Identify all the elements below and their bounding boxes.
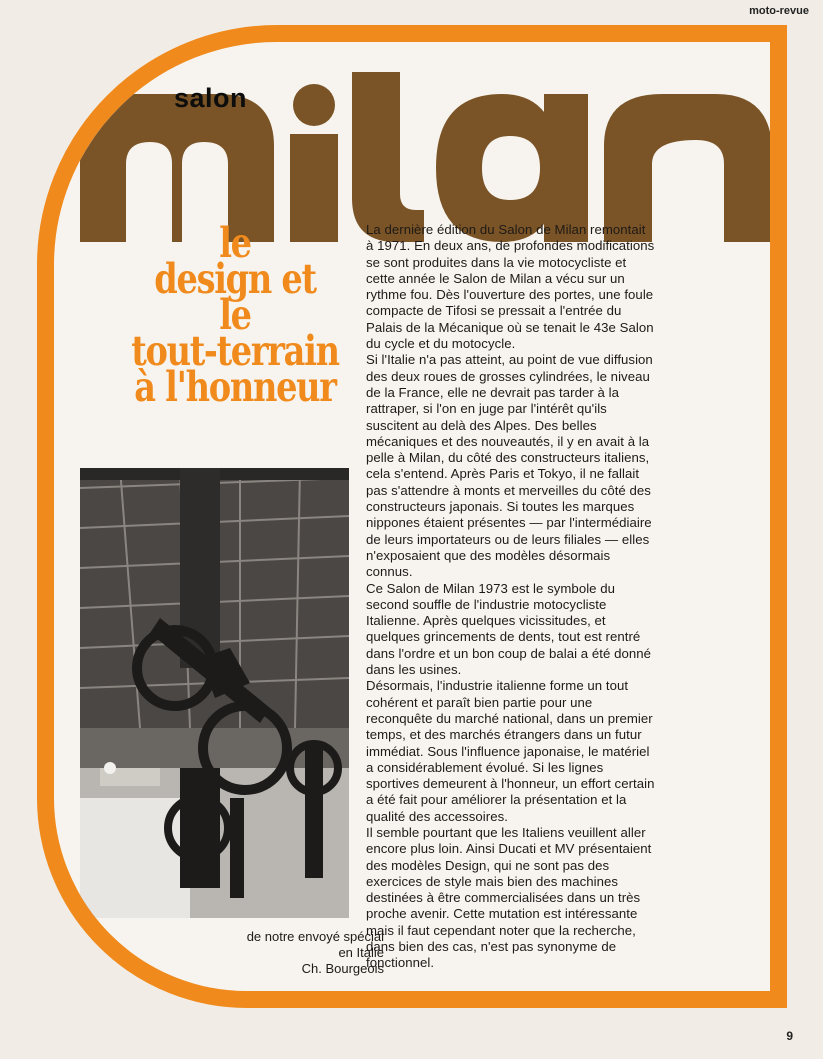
article-paragraph: Il semble pourtant que les Italiens veuillent aller encore plus loin. Ainsi Ducati et MV présentaient des modèles Design, qui ne sont pas des exercices de style mais bien des machines destinées à être commercialisées dans un très proche avenir. Cette mutation est intéressante mais il faut cependant noter que la recherche, dans bien des cas, n'est pas synonyme de fonctionnel. <box>366 824 652 971</box>
salon-photo <box>80 468 349 918</box>
headline-line: le <box>219 219 251 267</box>
article-body <box>366 222 656 972</box>
headline-line: le <box>219 291 251 339</box>
credit-line: en Italie <box>338 945 384 960</box>
headline-line: tout-terrain <box>131 327 339 375</box>
credit-line: de notre envoyé spécial <box>246 929 384 944</box>
page-number: 9 <box>786 1029 793 1043</box>
magazine-name: moto-revue <box>749 5 809 17</box>
article-paragraph: Désormais, l'industrie italienne forme un tout cohérent et paraît bien partie pour une reconquête du marché national, dans un premier temps, et des marchés étrangers dans un futur immédiat. Sous l'influence japonaise, le matériel a considérablement évolué. Si les lignes sportives demeurent à l'honneur, un effort certain a été fait pour améliorer la présentation et la qualité des accessoires. <box>366 678 655 824</box>
author-credit <box>174 929 384 977</box>
headline-line: design et <box>154 255 316 303</box>
continue-arrow-icon <box>666 995 686 1007</box>
article-paragraph: Si l'Italie n'a pas atteint, au point de vue diffusion des deux roues de grosses cylindrées, le niveau de la France, elle ne devrait pas tarder à la rattraper, si l'on en juge par l'intérêt qu'ils suscitent au delà des Alpes. Des belles mécaniques et des nouveautés, il y en avait à la pelle à Milan, du côté des constructeurs italiens, cela s'entend. Après Paris et Tokyo, il ne fallait pas s'attendre à monts et merveilles du côté des constructeurs japonais. Si toutes les marques nippones étaient présentes — par l'intermédiaire de leurs importateurs ou de leurs filiales — elles n'exposaient que des modèles désormais connus. <box>366 352 653 580</box>
headline-line: à l'honneur <box>134 363 336 411</box>
article-paragraph: Ce Salon de Milan 1973 est le symbole du second souffle de l'industrie motocycliste Italienne. Après quelques vicissitudes, et quelques grincements de dents, tout est rentré dans l'ordre et un bon coup de balai a été donné dans les usines. <box>366 580 652 678</box>
salon-label: salon <box>174 83 248 113</box>
orange-frame <box>37 25 787 1008</box>
article-paragraph: La dernière édition du Salon de Milan remontait à 1971. En deux ans, de profondes modifications se sont produites dans la vie motocycliste et cette année le Salon de Milan a vécu sur un rythme fou. Dès l'ouverture des portes, une foule compacte de Tifosi se pressait a l'entrée du Palais de la Mécanique où se tenait le 43e Salon du cycle et du motocycle. <box>366 222 655 352</box>
credit-author: Ch. Bourgeois <box>301 961 384 976</box>
headline <box>80 219 390 411</box>
